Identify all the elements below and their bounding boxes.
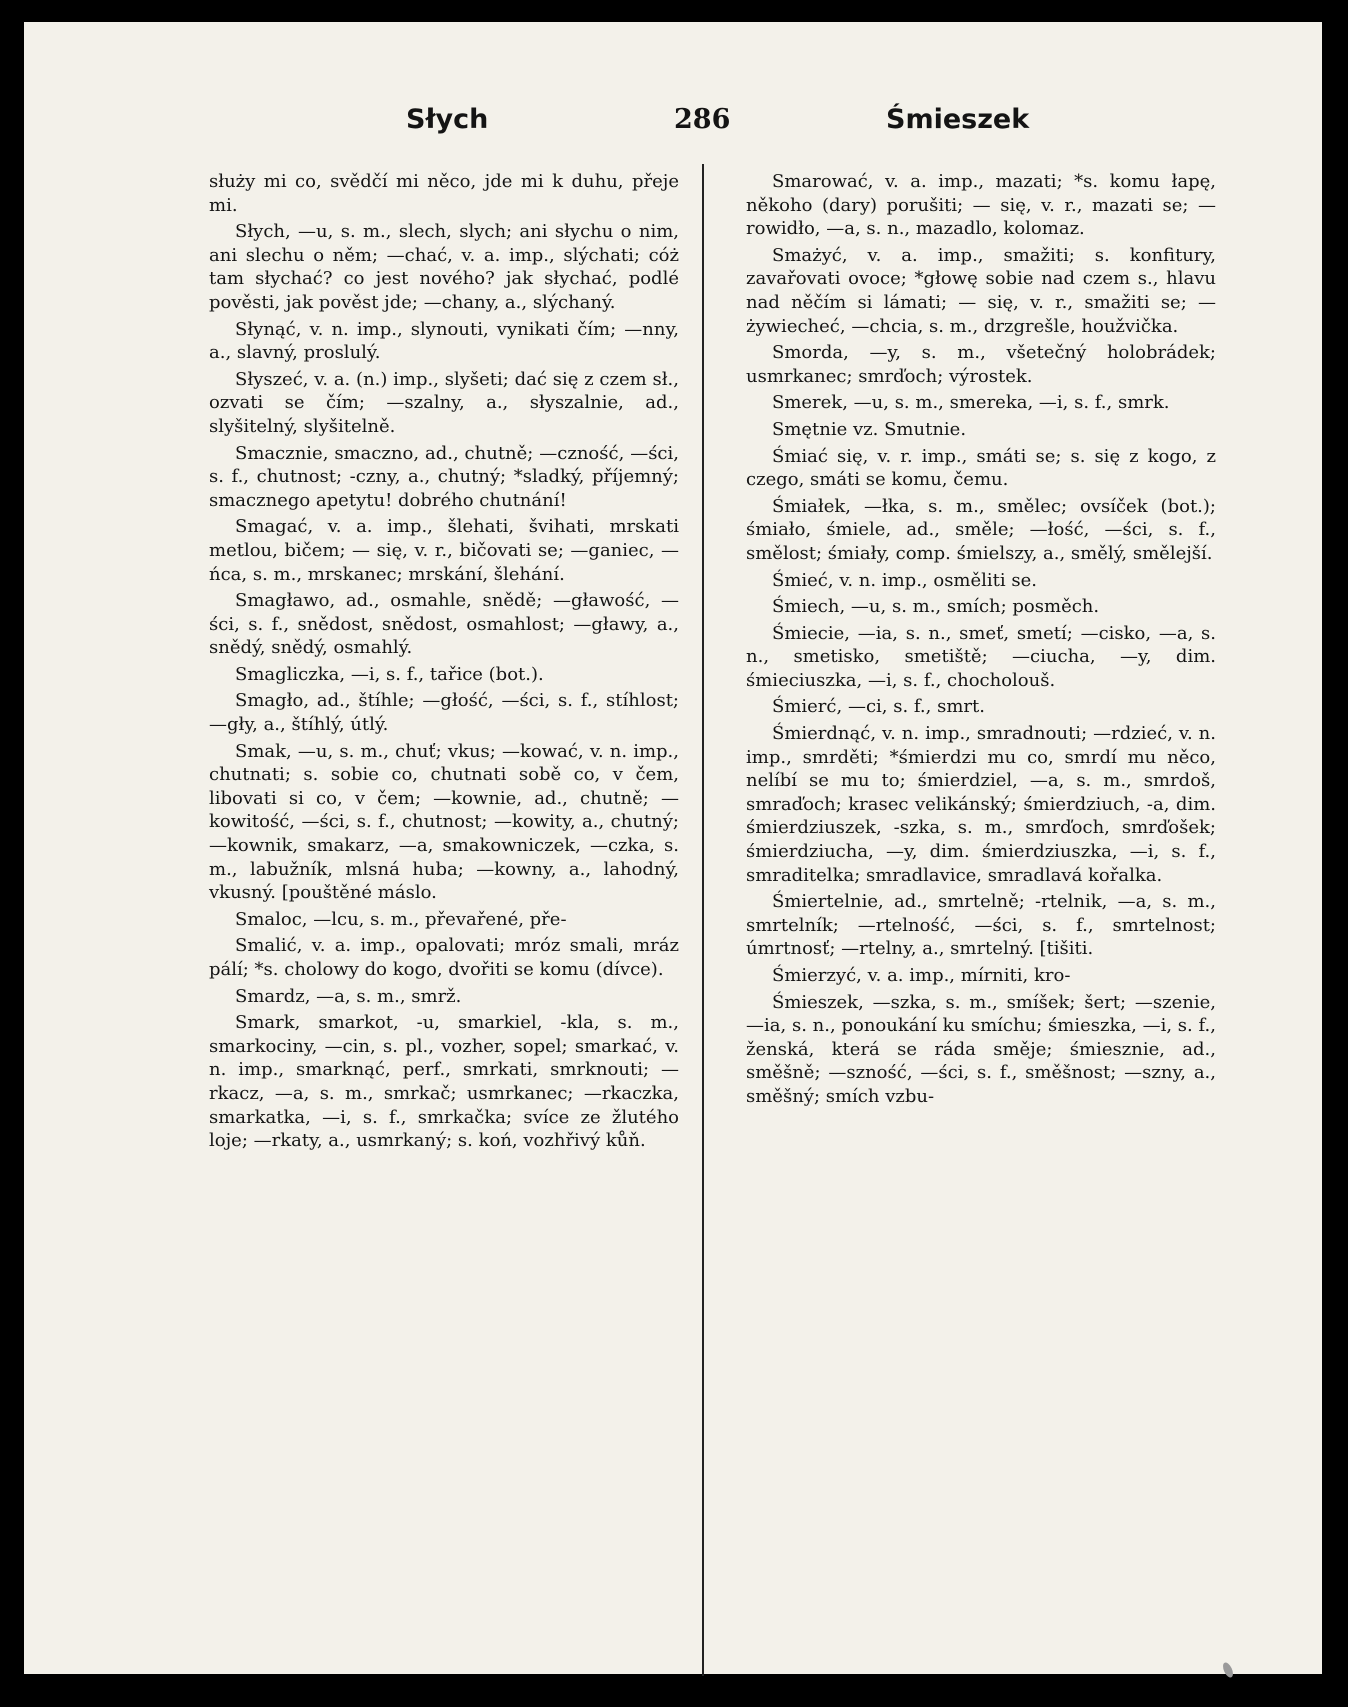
dictionary-entry: Słych, —u, s. m., slech, slych; ani słychu o nim, ani slechu o něm; —chać, v. a. imp., slýchati; cóż tam słychać? co jest nového? jak słychać, podlé pověsti, jak pověst jde; —chany, a., slýchaný. <box>209 221 679 313</box>
ink-blot <box>1221 1661 1235 1679</box>
right-column <box>746 170 1216 1112</box>
dictionary-page <box>24 22 1322 1674</box>
dictionary-entry: Smacznie, smaczno, ad., chutně; —czność, —ści, s. f., chutnost; -czny, a., chutný; *sladký, příjemný; smacznego apetytu! dobrého chutnání! <box>209 442 679 511</box>
dictionary-entry: Smerek, —u, s. m., smereka, —i, s. f., smrk. <box>772 392 1170 414</box>
dictionary-entry: Smagać, v. a. imp., šlehati, švihati, mrskati metlou, bičem; — się, v. r., bičovati se; —ganiec, —ńca, s. m., mrskanec; mrskání, šlehání. <box>209 516 679 585</box>
dictionary-entry: Słynąć, v. n. imp., slynouti, vynikati čím; —nny, a., slavný, proslulý. <box>209 318 679 364</box>
dictionary-entry: Śmieć, v. n. imp., osměliti se. <box>772 569 1037 591</box>
dictionary-entry: Smardz, —a, s. m., smrž. <box>235 985 462 1007</box>
dictionary-entry: Smalić, v. a. imp., opalovati; mróz smali, mráz pálí; *s. cholowy do kogo, dvořiti se komu (dívce). <box>209 935 679 980</box>
dictionary-entry: Smażyć, v. a. imp., smažiti; s. konfitury, zavařovati ovoce; *głowę sobie nad czem s., hlavu nad něčím si lámati; — się, v. r., smažiti se; —żywiecheć, —chcia, s. m., drzgrešle, houžvička. <box>746 244 1216 337</box>
page-header <box>24 104 1322 144</box>
header-right-guide-word: Śmieszek <box>886 104 1030 135</box>
dictionary-entry: Śmierć, —ci, s. f., smrt. <box>772 696 985 718</box>
dictionary-entry: Smaloc, —lcu, s. m., převařené, pře- <box>235 908 567 930</box>
dictionary-entry: Śmieszek, —szka, s. m., smíšek; šert; —szenie, —ia, s. n., ponoukání ku smíchu; śmieszka, —i, s. f., ženská, která se ráda směje; śmiesznie, ad., směšně; —szność, —ści, s. f., směšnost; —szny, a., směšný; smích vzbu- <box>746 991 1216 1107</box>
dictionary-entry: Smark, smarkot, -u, smarkiel, -kla, s. m., smarkociny, —cin, s. pl., vozher, sopel; smarkać, v. n. imp., smarknąć, perf., smrkati, smrknouti; —rkacz, —a, s. m., smrkač; usmrkanec; —rkaczka, smarkatka, —i, s. f., smrkačka; svíce ze žlutého loje; —rkaty, a., usmrkaný; s. koń, vozhřivý kůň. <box>209 1012 679 1152</box>
dictionary-entry: Smak, —u, s. m., chuť; vkus; —kować, v. n. imp., chutnati; s. sobie co, chutnati sobě co, v čem, libovati si co, v čem; —kownie, ad., chutně; —kowitość, —ści, s. f., chutnost; —kowity, a., chutný; —kownik, smakarz, —a, smakowniczek, —czka, s. m., labužník, mlsná huba; —kowny, a., lahodný, vkusný. [pouštěné máslo. <box>209 740 679 904</box>
dictionary-entry: Śmiać się, v. r. imp., smáti se; s. się z kogo, z czego, smáti se komu, čemu. <box>746 445 1216 491</box>
dictionary-entry: Smagławo, ad., osmahle, snědě; —gławość, —ści, s. f., snědost, snědost, osmahlost; —gławy, a., snědý, snědý, osmahlý. <box>209 590 679 659</box>
dictionary-entry: Smagliczka, —i, s. f., tařice (bot.). <box>235 663 544 685</box>
dictionary-entry: Śmiecie, —ia, s. n., smeť, smetí; —cisko, —a, s. n., smetisko, smetiště; —ciucha, —y, dim. śmieciuszka, —i, s. f., chocholouš. <box>746 622 1216 691</box>
dictionary-entry: Śmierdnąć, v. n. imp., smradnouti; —rdzieć, v. n. imp., smrděti; *śmierdzi mu co, smrdí mu něco, nelíbí se mu to; śmierdziel, —a, s. m., smrdoš, smraďoch; krasec velikánský; śmierdziuch, -a, dim. śmierdziuszek, -szka, s. m., smrďoch, smrďošek; śmierdziucha, —y, dim. śmierdziuszka, —i, s. f., smraditelka; smradlavice, smradlavá kořalka. <box>746 723 1216 886</box>
dictionary-entry: Śmierzyć, v. a. imp., mírniti, kro- <box>772 965 1071 986</box>
page-number: 286 <box>674 104 731 135</box>
dictionary-entry: Śmiech, —u, s. m., smích; posměch. <box>772 596 1100 618</box>
dictionary-entry: Śmiertelnie, ad., smrtelně; -rtelnik, —a, s. m., smrtelník; —rtelność, —ści, s. f., smrtelnost; úmrtnosť; —rtelny, a., smrtelný. [tišiti. <box>746 891 1216 960</box>
dictionary-entry: służy mi co, svědčí mi něco, jde mi k duhu, přeje mi. <box>209 171 679 216</box>
column-divider <box>702 164 704 1676</box>
dictionary-entry: Słyszeć, v. a. (n.) imp., slyšeti; dać się z czem sł., ozvati se čím; —szalny, a., słyszalnie, ad., slyšitelný, slyšitelně. <box>209 368 679 437</box>
dictionary-entry: Smarować, v. a. imp., mazati; *s. komu łapę, někoho (dary) porušiti; — się, v. r., mazati se; —rowidło, —a, s. n., mazadlo, kolomaz. <box>746 171 1216 240</box>
dictionary-entry: Smagło, ad., štíhle; —głość, —ści, s. f., stíhlost; —gły, a., štíhlý, útlý. <box>209 690 679 736</box>
dictionary-entry: Smorda, —y, s. m., všetečný holobrádek; usmrkanec; smrďoch; výrostek. <box>746 342 1216 387</box>
dictionary-entry: Smętnie vz. Smutnie. <box>772 418 967 440</box>
header-left-guide-word: Słych <box>406 104 489 135</box>
left-column <box>209 170 679 1156</box>
dictionary-entry: Śmiałek, —łka, s. m., smělec; ovsíček (bot.); śmiało, śmiele, ad., směle; —łość, —ści, s. f., smělost; śmiały, comp. śmielszy, a., smělý, smělejší. <box>746 495 1216 564</box>
